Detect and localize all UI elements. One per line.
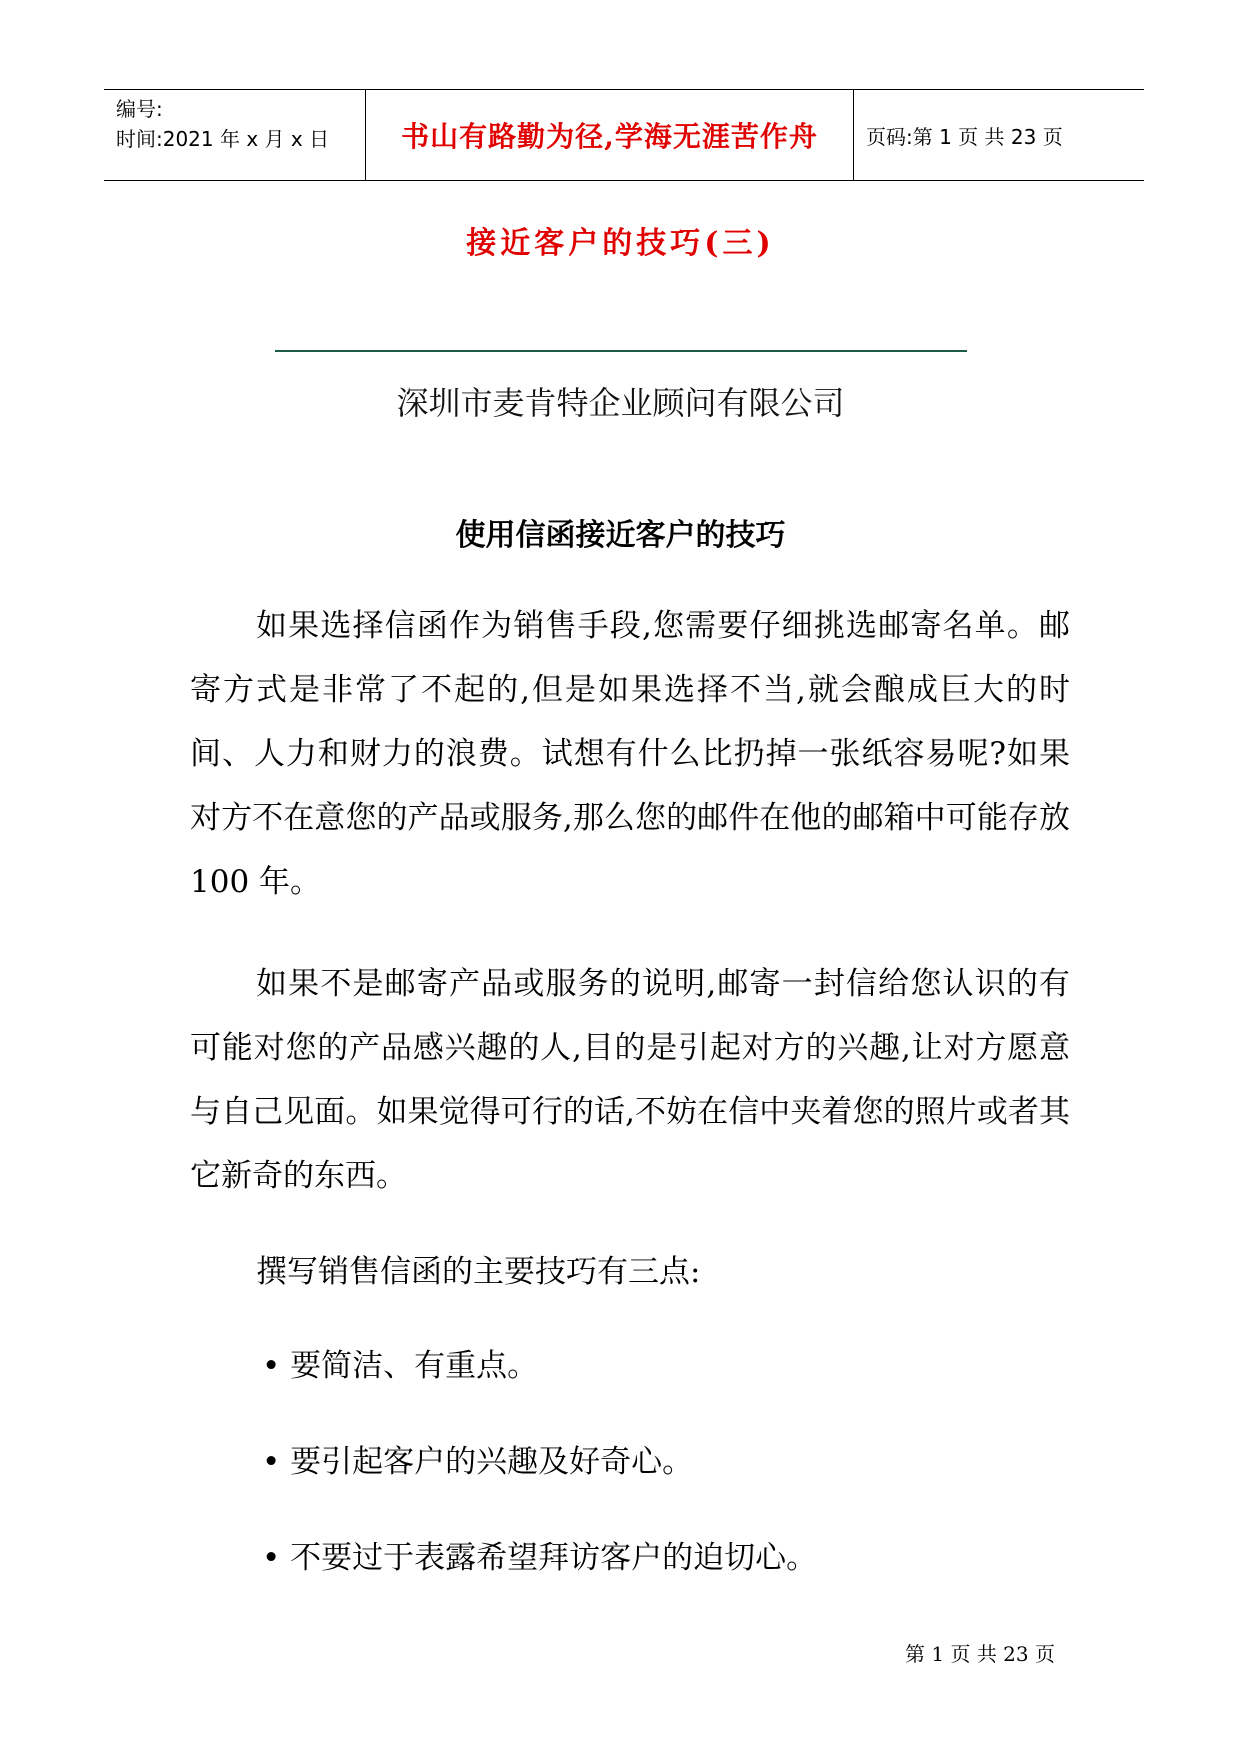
bullet-item-1: • 要简洁、有重点。	[262, 1348, 539, 1384]
footer-page-number: 第 1 页 共 23 页	[905, 1642, 1055, 1666]
header-page-info: 页码:第 1 页 共 23 页	[866, 124, 1063, 149]
bullet-item-3: • 不要过于表露希望拜访客户的迫切心。	[262, 1540, 818, 1576]
paragraph-2: 如果不是邮寄产品或服务的说明,邮寄一封信给您认识的有可能对您的产品感兴趣的人,目的是引起对方的兴趣,让对方愿意与自己见面。如果觉得可行的话,不妨在信中夹着您的照片或者其它新奇的东西。	[190, 966, 1070, 1194]
paragraph-3: 撰写销售信函的主要技巧有三点:	[256, 1254, 701, 1290]
document-title: 接近客户的技巧(三)	[466, 226, 775, 261]
section-title: 使用信函接近客户的技巧	[455, 518, 786, 553]
header-meta	[104, 90, 366, 180]
paragraph-1: 如果选择信函作为销售手段,您需要仔细挑选邮寄名单。邮寄方式是非常了不起的,但是如果选择不当,就会酿成巨大的时间、人力和财力的浪费。试想有什么比扔掉一张纸容易呢?如果对方不在意您的产品或服务,那么您的邮件在他的邮箱中可能存放 100 年。	[190, 608, 1070, 900]
bullet-item-2: • 要引起客户的兴趣及好奇心。	[262, 1444, 694, 1480]
time-label: 时间:2021 年 x 月 x 日	[116, 127, 330, 151]
header-motto: 书山有路勤为径,学海无涯苦作舟	[366, 90, 854, 180]
company-name: 深圳市麦肯特企业顾问有限公司	[396, 384, 845, 422]
title-divider	[275, 350, 967, 352]
header-table	[104, 89, 1144, 181]
number-label: 编号:	[116, 97, 163, 121]
